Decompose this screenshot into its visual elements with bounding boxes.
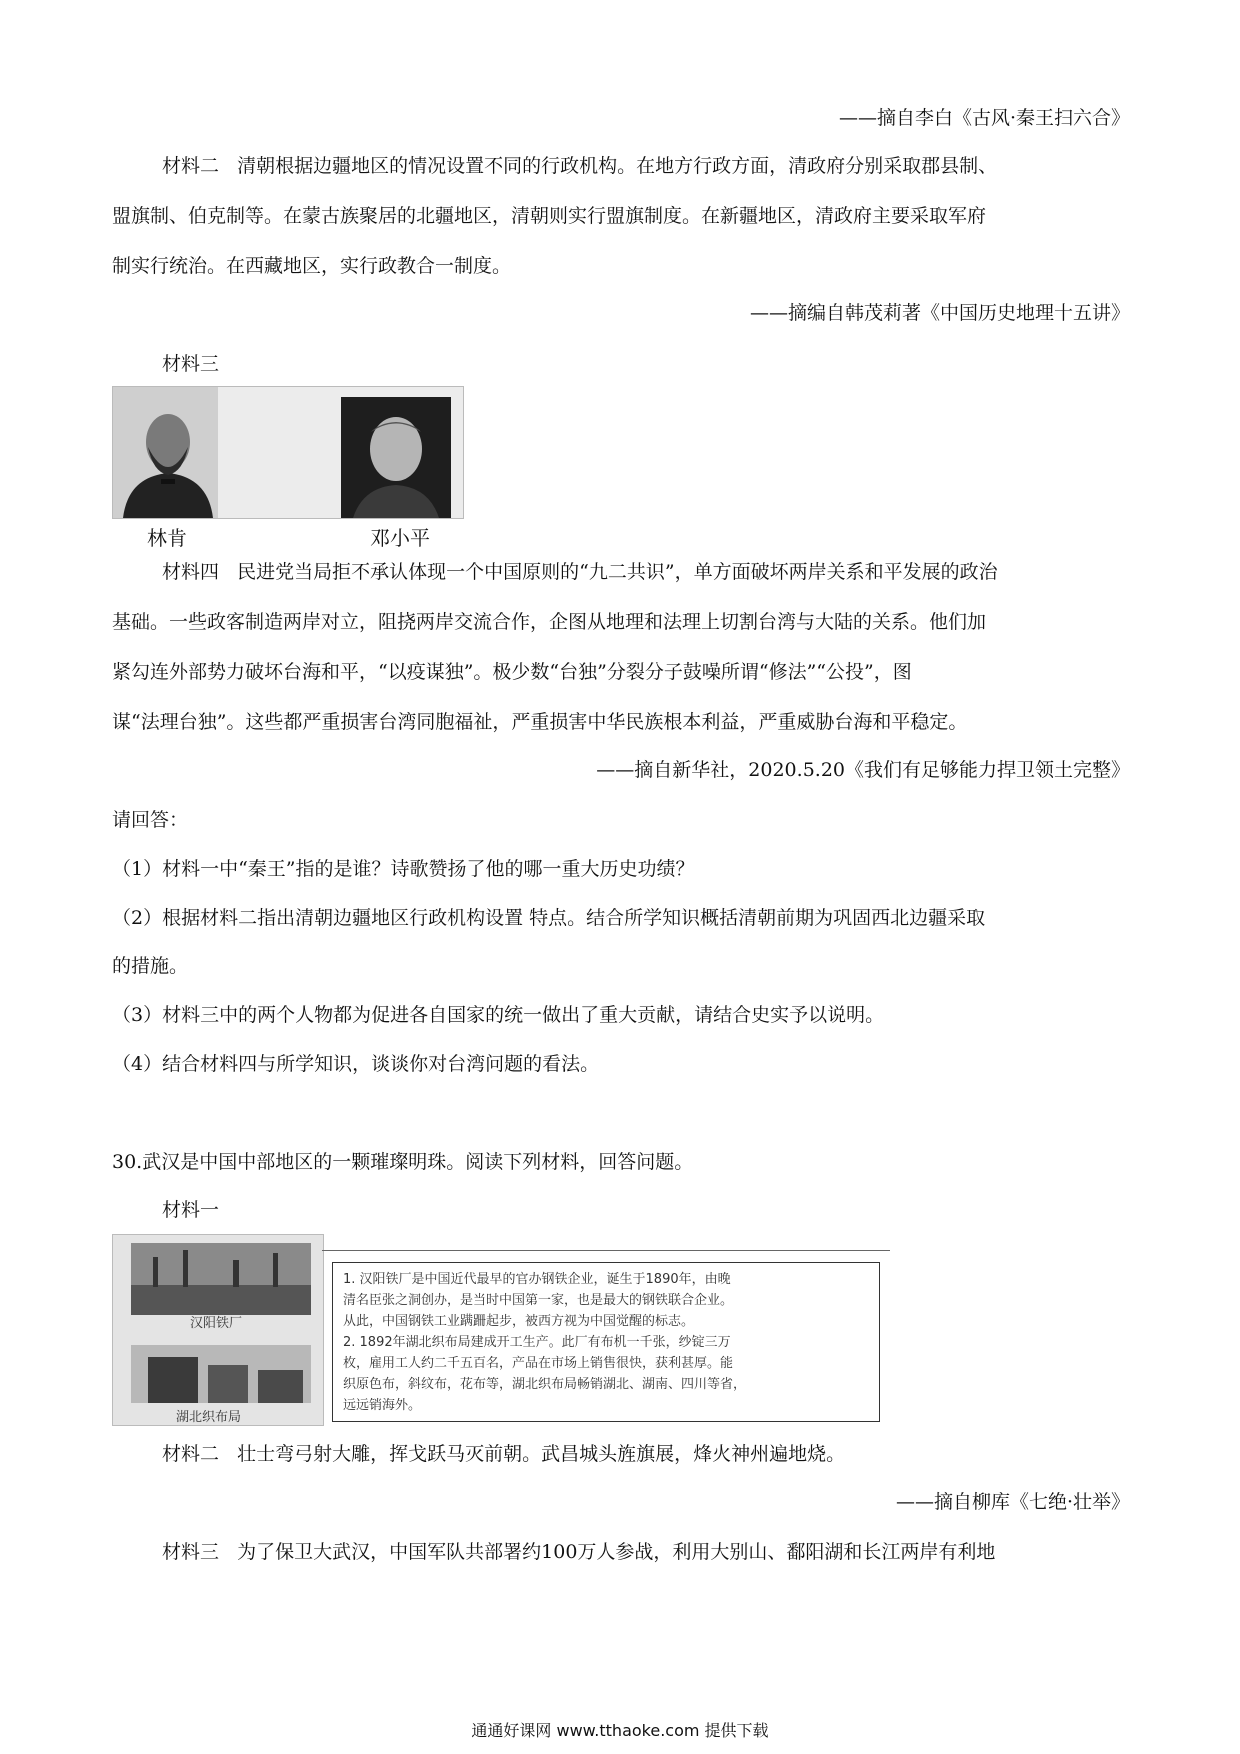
source-liu: ——摘自柳库《七绝·壮举》 — [895, 1491, 1130, 1513]
please-answer: 请回答： — [112, 809, 189, 831]
material4-text-1: 民进党当局拒不承认体现一个中国原则的“九二共识”，单方面破坏两岸关系和平发展的政治 — [237, 561, 998, 583]
material4-line-2: 基础。一些政客制造两岸对立，阻挠两岸交流合作，企图从地理和法理上切割台湾与大陆的关系。他们加 — [112, 611, 987, 633]
source-li-bai: ——摘自李白《古风·秦王扫六合》 — [838, 107, 1130, 129]
box-line-5: 枚，雇用工人约二千五百名，产品在市场上销售很快，获利甚厚。能 — [343, 1356, 734, 1371]
material2-label: 材料二 — [162, 155, 220, 177]
question-2-cont: 的措施。 — [112, 955, 189, 977]
material2-line-1 — [162, 152, 997, 180]
box-line-3: 从此，中国钢铁工业蹒跚起步，被西方视为中国觉醒的标志。 — [343, 1314, 695, 1329]
caption-hanyang: 汉阳铁厂 — [190, 1316, 243, 1331]
source-han: ——摘编自韩茂莉著《中国历史地理十五讲》 — [749, 302, 1130, 324]
material1-info-box — [332, 1262, 880, 1422]
q30-title: 30.武汉是中国中部地区的一颗璀璨明珠。阅读下列材料，回答问题。 — [112, 1151, 694, 1173]
box-line-4: 2. 1892年湖北织布局建成开工生产。此厂有布机一千张，纱锭三万 — [343, 1335, 731, 1350]
material4-label: 材料四 — [162, 561, 220, 583]
hanyang-ironworks-photo — [131, 1243, 311, 1315]
source-xinhua: ——摘自新华社，2020.5.20《我们有足够能力捍卫领土完整》 — [596, 759, 1130, 781]
q30-material3-label: 材料三 — [162, 1541, 220, 1563]
material3-photos — [112, 386, 464, 519]
question-4: （4）结合材料四与所学知识，谈谈你对台湾问题的看法。 — [112, 1053, 600, 1075]
q30-material2-text: 壮士弯弓射大雕，挥戈跃马灭前朝。武昌城头旌旗展，烽火神州遍地烧。 — [237, 1443, 846, 1465]
q30-material2-label: 材料二 — [162, 1443, 220, 1465]
question-1: （1）材料一中“秦王”指的是谁？诗歌赞扬了他的哪一重大历史功绩？ — [112, 858, 695, 880]
material2-text-1: 清朝根据边疆地区的情况设置不同的行政机构。在地方行政方面，清政府分别采取郡县制、 — [237, 155, 998, 177]
box-line-2: 清名臣张之洞创办，是当时中国第一家，也是最大的钢铁联合企业。 — [343, 1293, 734, 1308]
hubei-weaving-bureau-photo — [131, 1345, 311, 1403]
material4-line-1 — [162, 558, 998, 586]
caption-lincoln: 林肯 — [147, 526, 187, 550]
footer: 通通好课网 www.tthaoke.com 提供下载 — [471, 1721, 769, 1740]
box-line-6: 织原色布，斜纹布，花布等，湖北织布局畅销湖北、湖南、四川等省， — [343, 1377, 747, 1392]
box-line-7: 远远销海外。 — [343, 1398, 422, 1413]
question-3: （3）材料三中的两个人物都为促进各自国家的统一做出了重大贡献，请结合史实予以说明。 — [112, 1004, 885, 1026]
material2-line-2: 盟旗制、伯克制等。在蒙古族聚居的北疆地区，清朝则实行盟旗制度。在新疆地区，清政府主要采取军府 — [112, 205, 987, 227]
lincoln-photo — [113, 387, 218, 518]
caption-deng: 邓小平 — [370, 526, 430, 550]
material4-line-4: 谋“法理台独”。这些都严重损害台湾同胞福祉，严重损害中华民族根本利益，严重威胁台海和平稳定。 — [112, 711, 968, 733]
q30-material3-line — [162, 1538, 995, 1566]
question-2: （2）根据材料二指出清朝边疆地区行政机构设置 特点。结合所学知识概括清朝前期为巩固西北边疆采取 — [112, 907, 986, 929]
material2-line-3: 制实行统治。在西藏地区，实行政教合一制度。 — [112, 255, 512, 277]
caption-hubei: 湖北织布局 — [176, 1410, 242, 1425]
deng-photo — [341, 397, 451, 518]
material4-line-3: 紧勾连外部势力破坏台海和平，“以疫谋独”。极少数“台独”分裂分子鼓噪所谓“修法”“公投”，图 — [112, 661, 912, 683]
q30-material1-label: 材料一 — [162, 1199, 220, 1221]
q30-material2-line — [162, 1440, 845, 1468]
q30-material3-text: 为了保卫大武汉，中国军队共部署约100万人参战，利用大别山、鄱阳湖和长江两岸有利地 — [237, 1541, 996, 1563]
material3-label: 材料三 — [162, 353, 220, 375]
box-line-1: 1. 汉阳铁厂是中国近代最早的官办钢铁企业，诞生于1890年，由晚 — [343, 1272, 731, 1287]
box-top-rule — [322, 1250, 890, 1251]
